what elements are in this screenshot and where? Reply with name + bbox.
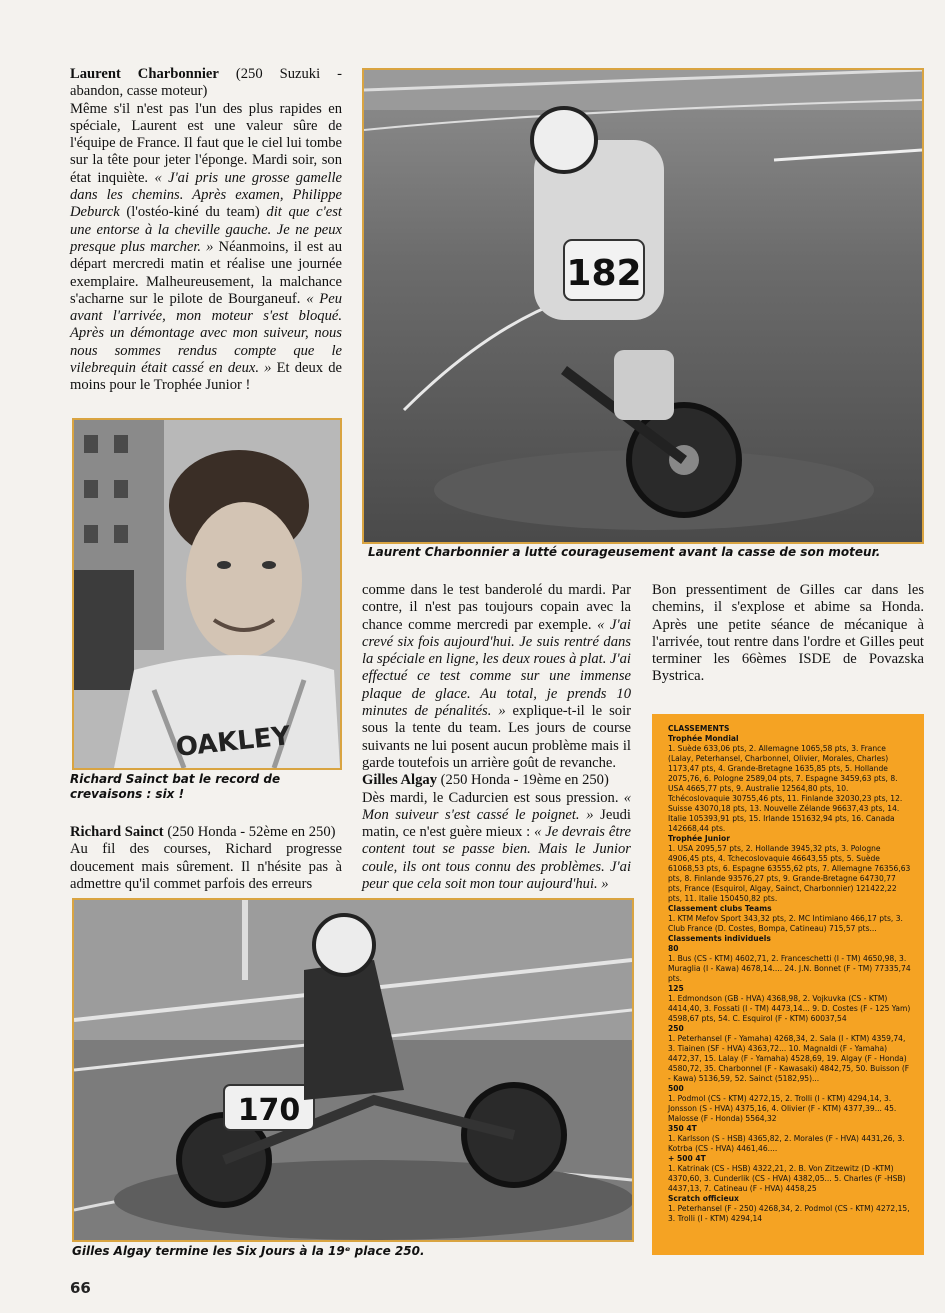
section-heading: 250 [668, 1024, 684, 1033]
classements-section [668, 944, 912, 984]
algay-p2: Jeudi matin, ce n'est guère mieux : [362, 806, 631, 841]
sainct-p1: Au fil des courses, Richard progresse doucement mais sûrement. Il n'hésite pas à admettre qu'il commet parfois des erreurs [70, 841, 342, 892]
charbonnier-q3: « Peu avant l'arrivée, mon moteur s'est bloqué. Après un démontage avec mon suiveur, nous nous sommes rendus compte que le vilebrequin était cassé en deux. » [70, 290, 343, 377]
classements-box [652, 714, 924, 1255]
charbonnier-name: Laurent Charbonnier [70, 66, 219, 82]
classements-title: CLASSEMENTS [668, 724, 730, 733]
sainct-p3: explique-t-il le soir sous la tente du team. Les jours de course suivants ne lui posent aucun problème mais il garde toutefois un arrière goût de revanche. [362, 703, 631, 771]
sainct-detail: (250 Honda - 52ème en 250) [167, 824, 336, 840]
section-heading: 125 [668, 984, 684, 993]
algay-text-continued [652, 582, 924, 686]
algay-p1: Dès mardi, le Cadurcien est sous pression. [362, 789, 624, 806]
section-heading: 500 [668, 1084, 684, 1093]
section-text: 1. Katrinak (CS - HSB) 4322,21, 2. B. Von Zitzewitz (D -KTM) 4370,60, 3. Cunderlik (CS - HVA) 4382,05... 5. Charles (F -HSB) 4437,13, 7. Catineau (F - HVA) 4458,25 [668, 1164, 906, 1193]
section-text: 1. Podmol (CS - KTM) 4272,15, 2. Trolli (I - KTM) 4294,14, 3. Jonsson (S - HVA) 4375,16, 4. Olivier (F - KTM) 4377,39... 45. Malosse (F - Honda) 5564,32 [668, 1094, 897, 1123]
sainct-name: Richard Sainct [70, 824, 164, 840]
charbonnier-p3: Néanmoins, il est au départ mercredi matin et réalise une journée exemplaire. Malheureusement, la malchance s'acharne sur le pilote de Bourganeuf. [70, 238, 342, 307]
sainct-text-continued [362, 582, 631, 893]
caption-charbonnier: Laurent Charbonnier a lutté courageusement avant la casse de son moteur. [368, 545, 881, 559]
charbonnier-q2: dit que c'est une entorse à la cheville gauche. Je ne peux presque plus marcher. » [70, 204, 342, 255]
section-text: 1. Peterhansel (F - Yamaha) 4268,34, 2. Sala (I - KTM) 4359,74, 3. Tiainen (SF - HVA) 4363,72... 10. Magnaldi (F - Yamaha) 4472,37, 15. Lalay (F - Yamaha) 4528,69, 19. Algay (F - Honda) 4580,72, 35. Charbonnel (F - Kawasaki) 4842,75, 50. Buisson (F - Kawa) 5136,59, 52. Sainct (5182,95)... [668, 1034, 910, 1083]
caption-sainct: Richard Sainct bat le record de crevaisons : six ! [70, 772, 281, 801]
sainct-p2: comme dans le test banderolé du mardi. Par contre, il n'est pas toujours copain avec la chance comme mercredi par exemple. [362, 582, 631, 633]
section-text: 1. Karlsson (S - HSB) 4365,82, 2. Morales (F - HVA) 4431,26, 3. Kotrba (CS - HVA) 4461,46.... [668, 1134, 905, 1153]
classements-section [668, 984, 912, 1024]
section-heading: + 500 4T [668, 1154, 706, 1163]
algay-q1: « Mon suiveur s'est cassé le poignet. » [362, 789, 631, 823]
classements-section [668, 834, 912, 904]
photo-sainct-shirt-text: OAKLEY [174, 721, 292, 763]
charbonnier-detail: (250 Suzuki - abandon, casse moteur) [70, 66, 342, 100]
caption-algay: Gilles Algay termine les Six Jours à la 19ᵉ place 250. [72, 1244, 425, 1258]
algay-q2: « Je devrais être content tout se passe bien. Mais le Junior coule, ils ont tous connu des problèmes. J'ai peur que cela soit mon tour aujourd'hui. » [362, 824, 631, 893]
classements-section [668, 1194, 912, 1224]
photo-sainct [72, 418, 342, 770]
charbonnier-p1: Même s'il n'est pas l'un des plus rapides en spéciale, Laurent est une valeur sûre de l'équipe de France. Il faut que le ciel lui tombe sur la tête pour jeter l'éponge. Mardi soir, son état inquiète. [70, 100, 342, 186]
section-heading: Trophée Junior [668, 834, 730, 843]
photo-algay-number: 170 [237, 1093, 301, 1128]
classements-section [668, 1154, 912, 1194]
section-text: 1. KTM Mefov Sport 343,32 pts, 2. MC Intimiano 466,17 pts, 3. Club France (D. Costes, Bompa, Catineau) 715,57 pts... [668, 914, 903, 933]
section-text: 1. Peterhansel (F - 250) 4268,34, 2. Podmol (CS - KTM) 4272,15, 3. Trolli (I - KTM) 4294,14 [668, 1204, 910, 1223]
classements-section [668, 934, 912, 944]
photo-sainct-image [74, 420, 340, 768]
algay-detail: (250 Honda - 19ème en 250) [440, 772, 609, 789]
section-heading: Classement clubs Teams [668, 904, 772, 913]
sainct-q1: « J'ai crevé six fois aujourd'hui. Je suis rentré dans la spéciale en ligne, les deux roues à plat. J'ai effectué ce test comme sur une immense plaque de glace. Au total, je prends 10 minutes de pénalités. » [362, 616, 631, 720]
algay-name: Gilles Algay [362, 772, 437, 789]
charbonnier-p2: (l'ostéo-kiné du team) [119, 204, 267, 221]
classements-section [668, 1024, 912, 1084]
charbonnier-q1: « J'ai pris une grosse gamelle dans les chemins. Après examen, Philippe Deburck [70, 169, 342, 221]
section-text: 1. Bus (CS - KTM) 4602,71, 2. Franceschetti (I - TM) 4650,98, 3. Muraglia (I - Kawa) 4678,14.... 24. J.N. Bonnet (F - TM) 77335,74 pts. [668, 954, 911, 983]
charbonnier-p4: Et deux de moins pour le Trophée Junior ! [70, 360, 342, 394]
classements-section [668, 734, 912, 834]
classements-list [668, 734, 912, 1224]
classements-section [668, 1084, 912, 1124]
section-heading: 80 [668, 944, 679, 953]
photo-charbonnier-image [364, 70, 922, 542]
classements-section [668, 1124, 912, 1154]
page-number: 66 [70, 1279, 91, 1297]
photo-algay [72, 898, 634, 1242]
section-heading: 350 4T [668, 1124, 697, 1133]
photo-charbonnier-number: 182 [566, 253, 642, 294]
section-text: 1. Suède 633,06 pts, 2. Allemagne 1065,58 pts, 3. France (Lalay, Peterhansel, Charbonnel, Olivier, Morales, Charles) 1173,47 pts, 4. Grande-Bretagne 1635,85 pts, 5. Hollande 2075,76, 6. Pologne 2589,04 pts, 7. Espagne 3459,63 pts, 8. USA 4665,77 pts, 9. Australie 12564,80 pts, 10. Tchécoslovaquie 30755,46 pts, 11. Finlande 32030,23 pts, 12. Suisse 43070,18 pts, 13. Nouvelle Zélande 96637,43 pts, 14. Italie 105393,91 pts, 15. Irlande 151632,94 pts, 16. Canada 142668,44 pts. [668, 744, 903, 833]
charbonnier-text [70, 66, 342, 395]
photo-algay-image [74, 900, 632, 1240]
section-text: 1. USA 2095,57 pts, 2. Hollande 3945,32 pts, 3. Pologne 4906,45 pts, 4. Tchecoslovaquie 46643,55 pts, 5. Suède 61068,53 pts, 6. Espagne 63555,62 pts, 7. Allemagne 76356,63 pts, 8. Finlande 93576,27 pts, 9. Grande-Bretagne 64730,77 pts, France (Esquirol, Algay, Sainct, Charbonnier) 121422,22 pts, 11. Italie 150450,82 pts. [668, 844, 911, 903]
section-heading: Scratch officieux [668, 1194, 739, 1203]
sainct-text-start [70, 824, 342, 893]
section-text: 1. Edmondson (GB - HVA) 4368,98, 2. Vojkuvka (CS - KTM) 4414,40, 3. Fossati (I - TM) 4473,14... 9. D. Costes (F - 125 Yam) 4598,67 pts, 54. C. Esquirol (F - KTM) 60037,54 [668, 994, 911, 1023]
section-heading: Classements individuels [668, 934, 771, 943]
section-heading: Trophée Mondial [668, 734, 739, 743]
classements-section [668, 904, 912, 934]
photo-charbonnier [362, 68, 924, 544]
algay-p3: Bon pressentiment de Gilles car dans les chemins, il s'explose et abime sa Honda. Après une petite séance de mécanique à l'arrivée, tout rentre dans l'ordre et Gilles peut terminer les 66èmes ISDE de Povazska Bystrica. [652, 582, 924, 685]
